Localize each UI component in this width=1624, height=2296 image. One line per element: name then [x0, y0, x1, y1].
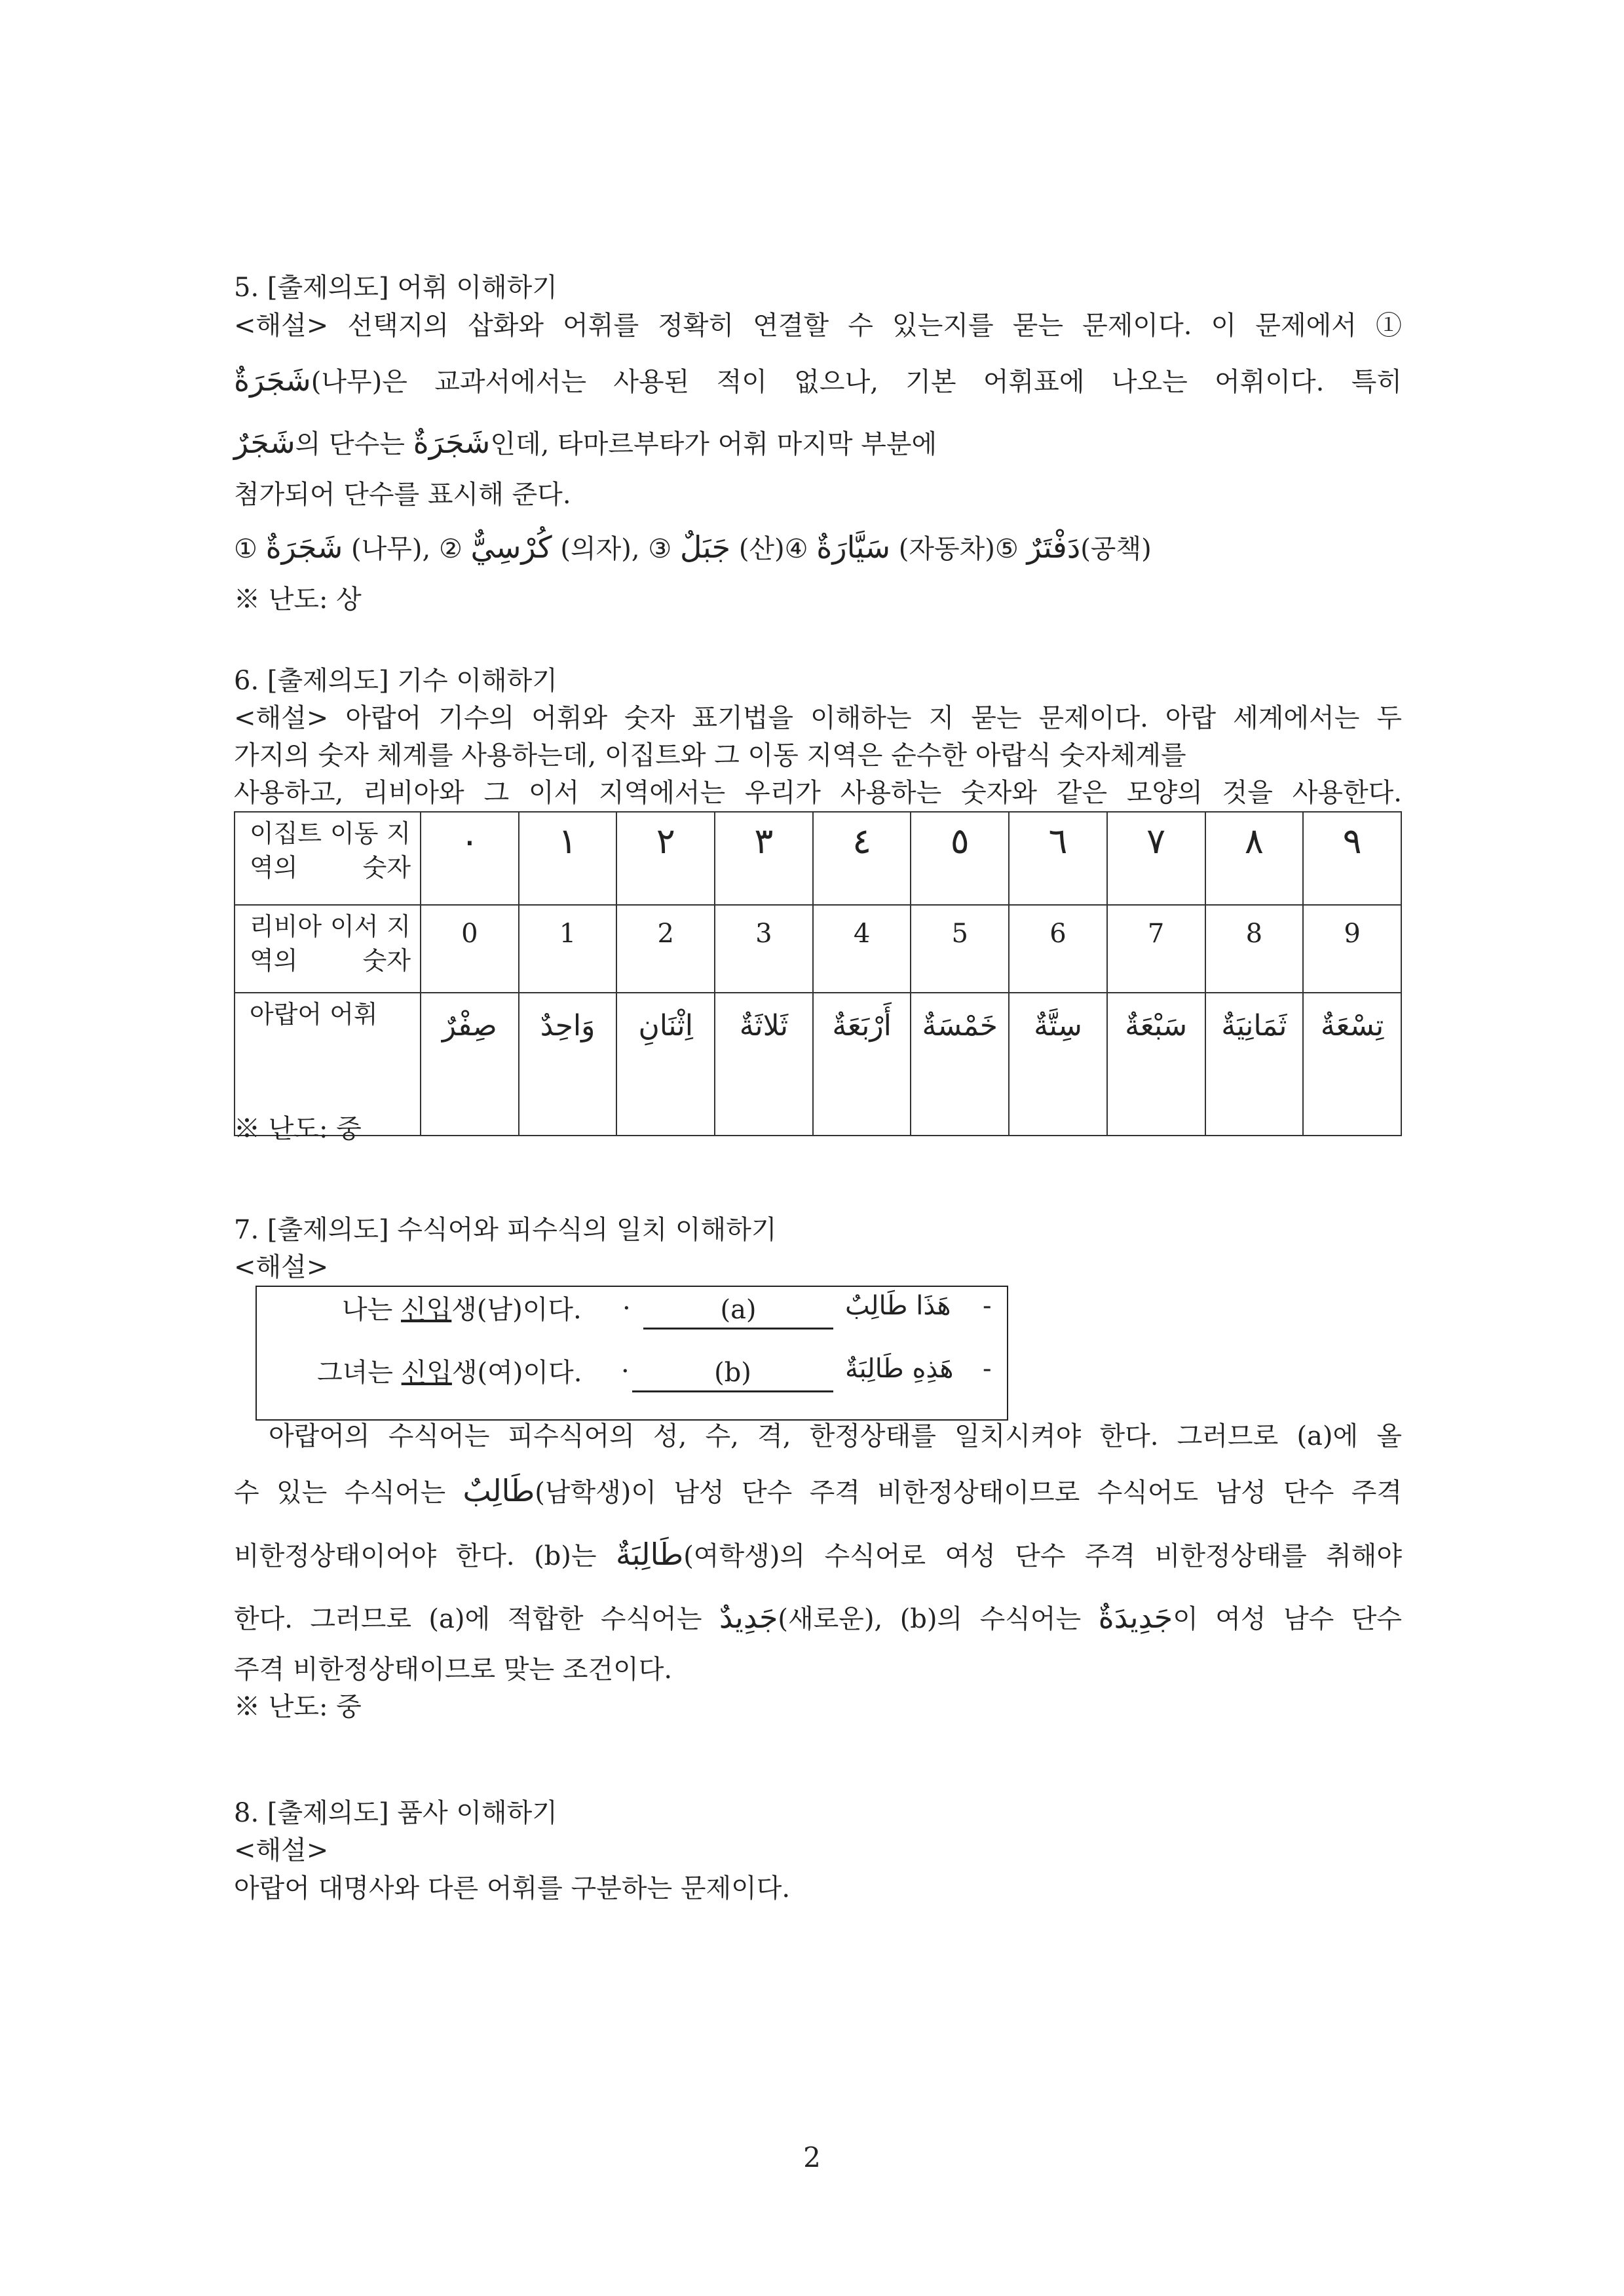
table-cell: ٥ [911, 812, 1009, 905]
table-cell: 6 [1009, 905, 1107, 993]
example-1-korean: 나는 신입생(남)이다. [342, 1295, 582, 1325]
q7-label: <해설> [234, 1252, 329, 1282]
arabic-word: شَجَرٌ [234, 425, 295, 460]
table-cell: ٢ [616, 812, 715, 905]
arabic-word: طَالِبَةٌ [616, 1537, 684, 1572]
q5-line-4: 첨가되어 단수를 표시해 준다. [234, 480, 571, 510]
table-cell: ٤ [813, 812, 911, 905]
q7-para-2: 수 있는 수식어는 طَالِبٌ(남학생)이 남성 단수 주격 비한정상태이므로 수식어도 남성 단수 주격 [234, 1473, 1402, 1508]
arabic-word: طَالِبٌ [463, 1473, 535, 1508]
q7-para-5: 주격 비한정상태이므로 맞는 조건이다. [234, 1655, 673, 1685]
q5-line-1: <해설> 선택지의 삽화와 어휘를 정확히 연결할 수 있는지를 묻는 문제이다. 이 문제에서 ① [234, 311, 1402, 341]
dash: - [983, 1291, 992, 1321]
table-cell: 1 [519, 905, 617, 993]
table-cell: ثَمَانِيَةٌ [1205, 993, 1304, 1136]
q8-title: 8. [출제의도] 품사 이해하기 [234, 1798, 557, 1828]
table-cell: 9 [1303, 905, 1401, 993]
bullet: · [622, 1293, 631, 1324]
table-cell: ٠ [421, 812, 519, 905]
table-cell: ٦ [1009, 812, 1107, 905]
q7-para-1: 아랍어의 수식어는 피수식어의 성, 수, 격, 한정상태를 일치시켜야 한다. 그러므로 (a)에 올 [269, 1421, 1402, 1451]
option-5: ⑤ دَفْتَرٌ(공책) [994, 529, 1152, 565]
blank-b: (b) [632, 1355, 833, 1392]
table-cell: سَبْعَةٌ [1107, 993, 1205, 1136]
arabic-word: جَدِيدٌ [719, 1599, 778, 1635]
table-cell: أَرْبَعَةٌ [813, 993, 911, 1136]
example-1-arabic: هَذَا طَالِبٌ [845, 1291, 951, 1321]
q5-line-3: شَجَرٌ의 단수는 شَجَرَةٌ인데, 타마르부타가 어휘 마지막 부분에 [234, 425, 937, 460]
option-3: ③ جَبَلٌ (산) [648, 529, 785, 565]
table-cell: 8 [1205, 905, 1304, 993]
table-cell: ٣ [715, 812, 813, 905]
table-cell: ٨ [1205, 812, 1304, 905]
table-cell: 0 [421, 905, 519, 993]
table-cell: 2 [616, 905, 715, 993]
q6-title: 6. [출제의도] 기수 이해하기 [234, 666, 557, 696]
row-header: 아랍어 어휘 [235, 993, 421, 1136]
q6-line-2: 가지의 숫자 체계를 사용하는데, 이집트와 그 이동 지역은 순수한 아랍식 숫자체계를 [234, 740, 1186, 771]
q7-difficulty: ※ 난도: 중 [234, 1692, 362, 1722]
table-row-words [235, 993, 1401, 1136]
q5-line-2: شَجَرَةٌ(나무)은 교과서에서는 사용된 적이 없으나, 기본 어휘표에 나오는 어휘이다. 특히 [234, 362, 1402, 398]
table-cell: 4 [813, 905, 911, 993]
row-header: 리비아 이서 지역의 숫자 [235, 905, 421, 993]
q7-para-4: 한다. 그러므로 (a)에 적합한 수식어는 جَدِيدٌ(새로운), (b)의 수식어는 جَدِيدَةٌ이 여성 남수 단수 [234, 1599, 1402, 1635]
table-cell: ١ [519, 812, 617, 905]
table-cell: 5 [911, 905, 1009, 993]
table-cell: ثَلاثَةٌ [715, 993, 813, 1136]
table-cell: صِفْرٌ [421, 993, 519, 1136]
table-cell: 3 [715, 905, 813, 993]
table-cell: وَاحِدٌ [519, 993, 617, 1136]
q5-title: 5. [출제의도] 어휘 이해하기 [234, 273, 557, 303]
q7-title: 7. [출제의도] 수식어와 피수식의 일치 이해하기 [234, 1215, 777, 1245]
arabic-word: شَجَرَةٌ [413, 425, 491, 460]
table-cell: تِسْعَةٌ [1303, 993, 1401, 1136]
option-1: ① شَجَرَةٌ (나무), [234, 529, 431, 565]
table-row-egyptian [235, 812, 1401, 905]
blank-a: (a) [643, 1292, 833, 1330]
table-cell: سِتَّةٌ [1009, 993, 1107, 1136]
q6-line-3: 사용하고, 리비아와 그 이서 지역에서는 우리가 사용하는 숫자와 같은 모양의 것을 사용한다. [234, 778, 1402, 808]
table-cell: اِثْنَانِ [616, 993, 715, 1136]
table-cell: ٩ [1303, 812, 1401, 905]
q6-line-1: <해설> 아랍어 기수의 어휘와 숫자 표기법을 이해하는 지 묻는 문제이다. 아랍 세계에서는 두 [234, 703, 1402, 733]
page-number: 2 [803, 2141, 821, 2173]
q5-difficulty: ※ 난도: 상 [234, 584, 362, 615]
bullet: · [621, 1356, 630, 1387]
table-cell: خَمْسَةٌ [911, 993, 1009, 1136]
table-cell: ٧ [1107, 812, 1205, 905]
arabic-word: شَجَرَةٌ [234, 362, 311, 398]
example-2-korean: 그녀는 신입생(여)이다. [317, 1358, 582, 1388]
q5-options [234, 529, 1152, 567]
row-header: 이집트 이동 지역의 숫자 [235, 812, 421, 905]
q8-line-1: 아랍어 대명사와 다른 어휘를 구분하는 문제이다. [234, 1873, 791, 1904]
q7-para-3: 비한정상태이어야 한다. (b)는 طَالِبَةٌ(여학생)의 수식어로 여성 단수 주격 비한정상태를 취해야 [234, 1537, 1402, 1572]
option-4: ④ سَيَّارَةٌ (자동차) [784, 529, 995, 565]
arabic-word: جَدِيدَةٌ [1098, 1599, 1173, 1635]
example-2-arabic: هَذِهِ طَالِبَةٌ [845, 1354, 954, 1384]
dash: - [983, 1354, 992, 1384]
q8-label: <해설> [234, 1835, 329, 1866]
option-2: ② كُرْسِيٌّ (의자), [438, 529, 640, 565]
q6-difficulty: ※ 난도: 중 [234, 1114, 362, 1144]
table-row-western [235, 905, 1401, 993]
numeral-table [234, 811, 1402, 1136]
table-cell: 7 [1107, 905, 1205, 993]
